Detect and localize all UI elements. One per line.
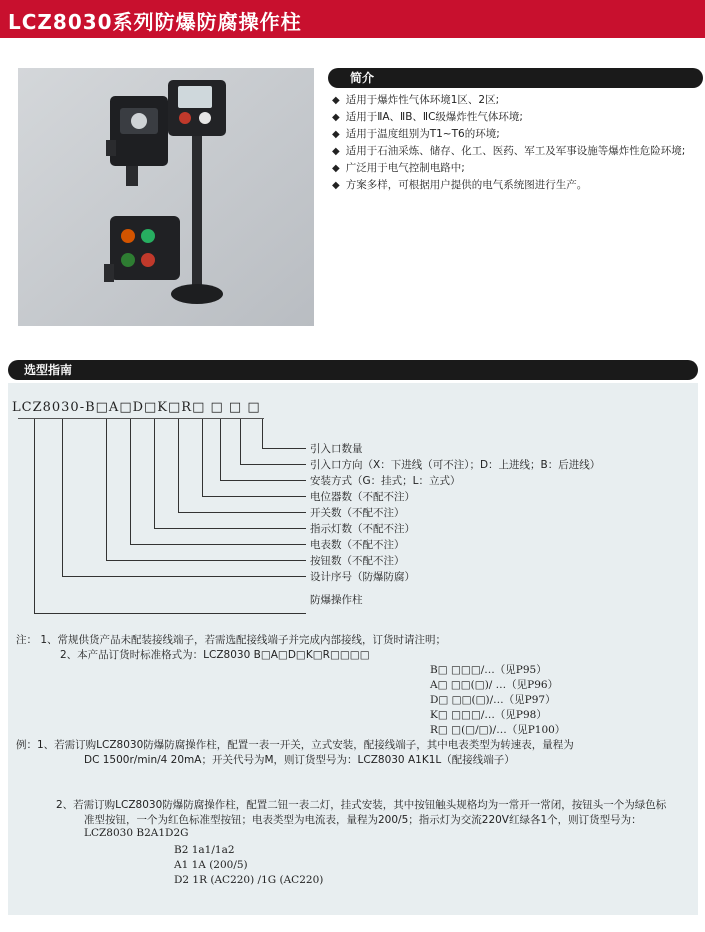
intro-item: ◆ 适用于温度组别为T1~T6的环境; [332,126,702,143]
example-1-line-1: 例：1、若需订购LCZ8030防爆防腐操作柱，配置一表一开关，立式安装，配接线端子，其中电表类型为转速表，量程为 [16,739,574,751]
label-switch: 开关数（不配不注） [310,507,405,519]
model-code: LCZ8030-B□A□D□K□R□ □ □ □ [12,400,261,415]
example-2-line-2: 准型按钮，一个为红色标准型按钮；电表类型为电流表，量程为200/5；指示灯为交流220V红绿各1个，则订货型号为： [84,814,642,826]
intro-item: ◆ 适用于爆炸性气体环境1区、2区; [332,92,702,109]
label-design-number: 设计序号（防爆防腐） [310,571,415,583]
label-meter: 电表数（不配不注） [310,539,405,551]
intro-item: ◆ 适用于ⅡA、ⅡB、ⅡC级爆炸性气体环境; [332,109,702,126]
label-indicator: 指示灯数（不配不注） [310,523,415,535]
intro-item: ◆ 广泛用于电气控制电路中; [332,160,702,177]
label-inlet-count: 引入口数量 [310,443,363,455]
label-inlet-direction: 引入口方向（X：下进线（可不注）；D：上进线；B：后进线） [310,459,601,471]
intro-header [328,68,703,88]
selection-header [8,360,698,380]
product-illustration [18,68,314,326]
page-title: LCZ8030系列防爆防腐操作柱 [8,10,302,34]
label-button: 按钮数（不配不注） [310,555,405,567]
note-code: B□ □□□/…（见P95） [430,664,547,676]
title-bar [0,0,705,38]
product-photo [18,68,314,326]
intro-item: ◆ 方案多样，可根据用户提供的电气系统图进行生产。 [332,177,702,194]
intro-heading: 简介 [350,71,375,85]
example-2-detail: B2 1a1/1a2 [174,844,235,856]
intro-list [332,92,702,194]
label-potentiometer: 电位器数（不配不注） [310,491,415,503]
example-2-detail: A1 1A (200/5) [174,859,248,871]
button-box-device [104,216,180,282]
example-2-line-1: 2、若需订购LCZ8030防爆防腐操作柱，配置二钮一表二灯，挂式安装，其中按钮触头规格均为一常开一常闭，按钮头一个为绿色标 [56,799,667,811]
note-code: A□ □□(□)/ …（见P96） [430,679,559,691]
example-1-line-2: DC 1500r/min/4 20mA；开关代号为M，则订货型号为：LCZ8030 A1K1L（配接线端子） [84,754,515,766]
note-code: R□ □(□/□)/…（见P100） [430,724,566,736]
example-2-line-3: LCZ8030 B2A1D2G [84,827,189,839]
label-product: 防爆操作柱 [310,594,363,606]
note-2: 2、本产品订货时标准格式为：LCZ8030 B□A□D□K□R□□□□ [60,649,370,661]
intro-item: ◆ 适用于石油采炼、储存、化工、医药、军工及军事设施等爆炸性危险环境; [332,143,702,160]
note-code: D□ □□(□)/…（见P97） [430,694,556,706]
label-install-method: 安装方式（G：挂式；L：立式） [310,475,461,487]
note-1: 注： 1、常规供货产品未配装接线端子，若需选配接线端子并完成内部接线，订货时请注明； [16,634,447,646]
note-code: K□ □□□/…（见P98） [430,709,547,721]
example-2-detail: D2 1R (AC220) /1G (AC220) [174,874,324,886]
selection-heading: 选型指南 [24,363,73,377]
